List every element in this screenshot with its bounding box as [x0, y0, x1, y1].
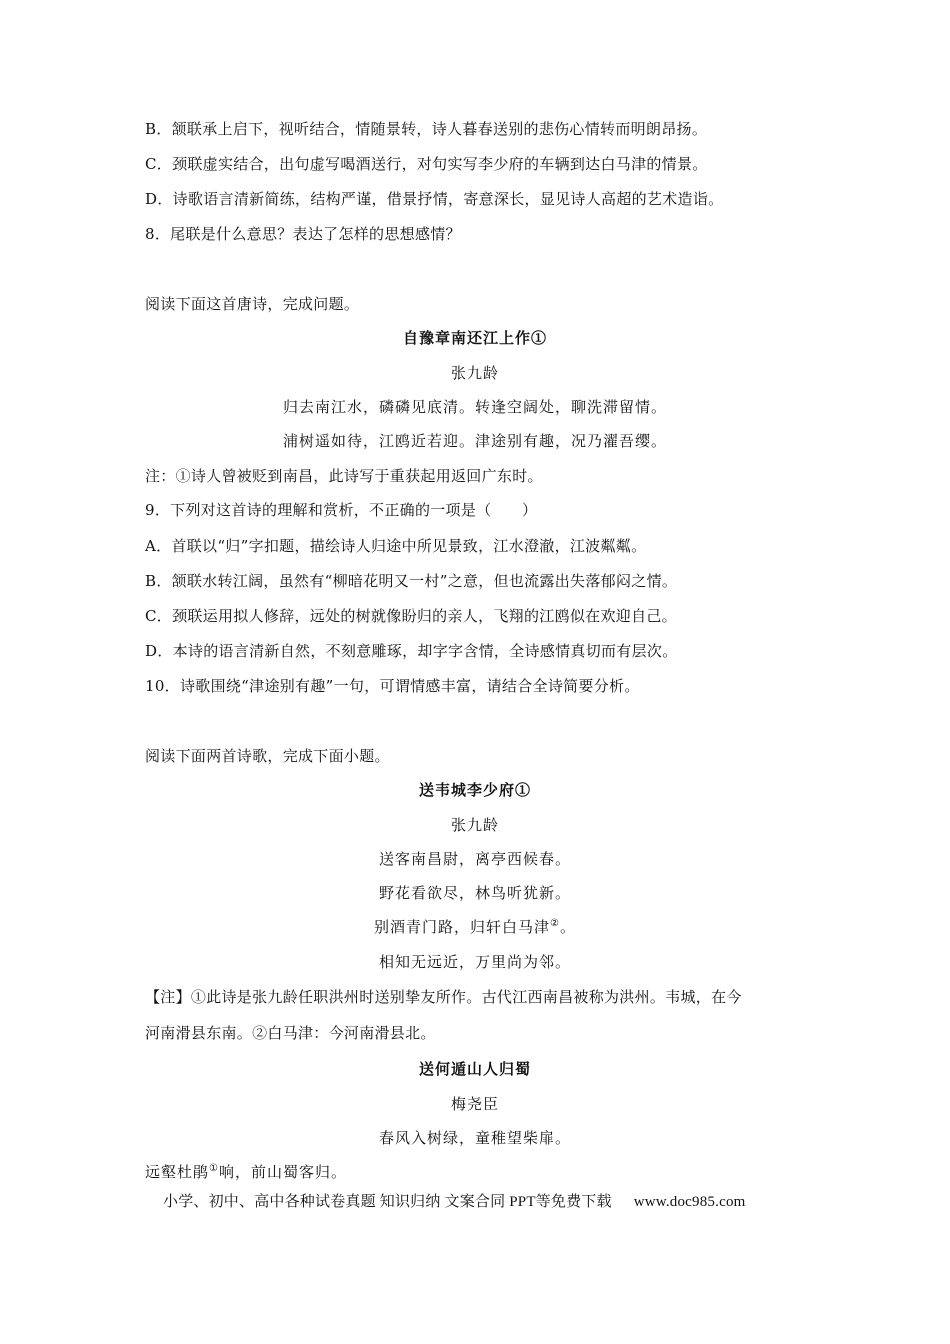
poem-title: 送韦城李少府① [418, 781, 531, 799]
poem-line [0, 917, 950, 937]
footnote-marker: ② [550, 918, 560, 929]
question-8: 8．尾联是什么意思？表达了怎样的思想感情？ [145, 225, 461, 243]
poem-line: 相知无远近，万里尚为邻。 [378, 953, 571, 971]
poem-note-line2: 河南滑县东南。②白马津：今河南滑县北。 [145, 1024, 436, 1042]
option-d-text: D．本诗的语言清新自然，不刻意雕琢，却字字含情，全诗感情真切而有层次。 [145, 642, 678, 660]
poem-note: 注：①诗人曾被贬到南昌，此诗写于重获起用返回广东时。 [145, 467, 543, 485]
poem-note-line1: 【注】①此诗是张九龄任职洪州时送别挚友所作。古代江西南昌被称为洪州。韦城，在今 [145, 988, 742, 1006]
poem-line: 浦树遥如待，江鸥近若迎。津途别有趣，况乃濯吾缨。 [282, 432, 667, 450]
question-9: 9．下列对这首诗的理解和赏析，不正确的一项是（ ） [145, 501, 538, 519]
poem-line-punct: 。 [559, 918, 576, 936]
poem-author: 张九龄 [450, 364, 499, 382]
footer-url[interactable]: www.doc985.com [633, 1194, 746, 1210]
poem-line: 送客南昌尉，离亭西候春。 [378, 850, 571, 868]
option-c-text: C．颈联运用拟人修辞，远处的树就像盼归的亲人，飞翔的江鸥似在欢迎自己。 [145, 607, 677, 625]
poem-line: 春风入树绿，童稚望柴扉。 [378, 1129, 571, 1147]
poem-line: 归去南江水，磷磷见底清。转逢空阔处，聊洗滞留情。 [282, 398, 667, 416]
page-footer [163, 1192, 746, 1212]
option-c-text: C．颈联虚实结合，出句虚写喝酒送行，对句实写李少府的车辆到达白马津的情景。 [145, 155, 708, 173]
option-d-text: D．诗歌语言清新简练，结构严谨，借景抒情，寄意深长，显见诗人高超的艺术造诣。 [145, 190, 724, 208]
poem-line [145, 1162, 347, 1182]
option-b-text: B．颔联水转江阔，虽然有“柳暗花明又一村”之意，但也流露出失落郁闷之情。 [145, 572, 678, 590]
option-a-text: A．首联以“归”字扣题，描绘诗人归途中所见景致，江水澄澈，江波粼粼。 [145, 537, 647, 555]
section-intro: 阅读下面两首诗歌，完成下面小题。 [145, 747, 390, 765]
poem-author: 梅尧臣 [450, 1095, 499, 1113]
poem-title: 自豫章南还江上作① [402, 329, 547, 347]
footer-text: 小学、初中、高中各种试卷真题 知识归纳 文案合同 PPT等免费下载 [163, 1194, 612, 1210]
footnote-marker: ① [209, 1163, 219, 1174]
section-intro: 阅读下面这首唐诗，完成问题。 [145, 295, 360, 313]
poem-line-text: 远壑杜鹃 [145, 1163, 210, 1181]
poem-line-text: 响，前山蜀客归。 [218, 1163, 347, 1181]
poem-title: 送何遁山人归蜀 [418, 1060, 531, 1078]
poem-line: 野花看欲尽，林鸟听犹新。 [378, 884, 571, 902]
poem-author: 张九龄 [450, 816, 499, 834]
poem-line-text: 别酒青门路，归轩白马津 [374, 918, 551, 936]
option-b-text: B．颔联承上启下，视听结合，情随景转，诗人暮春送别的悲伤心情转而明朗昂扬。 [145, 120, 708, 138]
question-10: 10．诗歌围绕“津途别有趣”一句，可谓情感丰富，请结合全诗简要分析。 [145, 677, 640, 695]
